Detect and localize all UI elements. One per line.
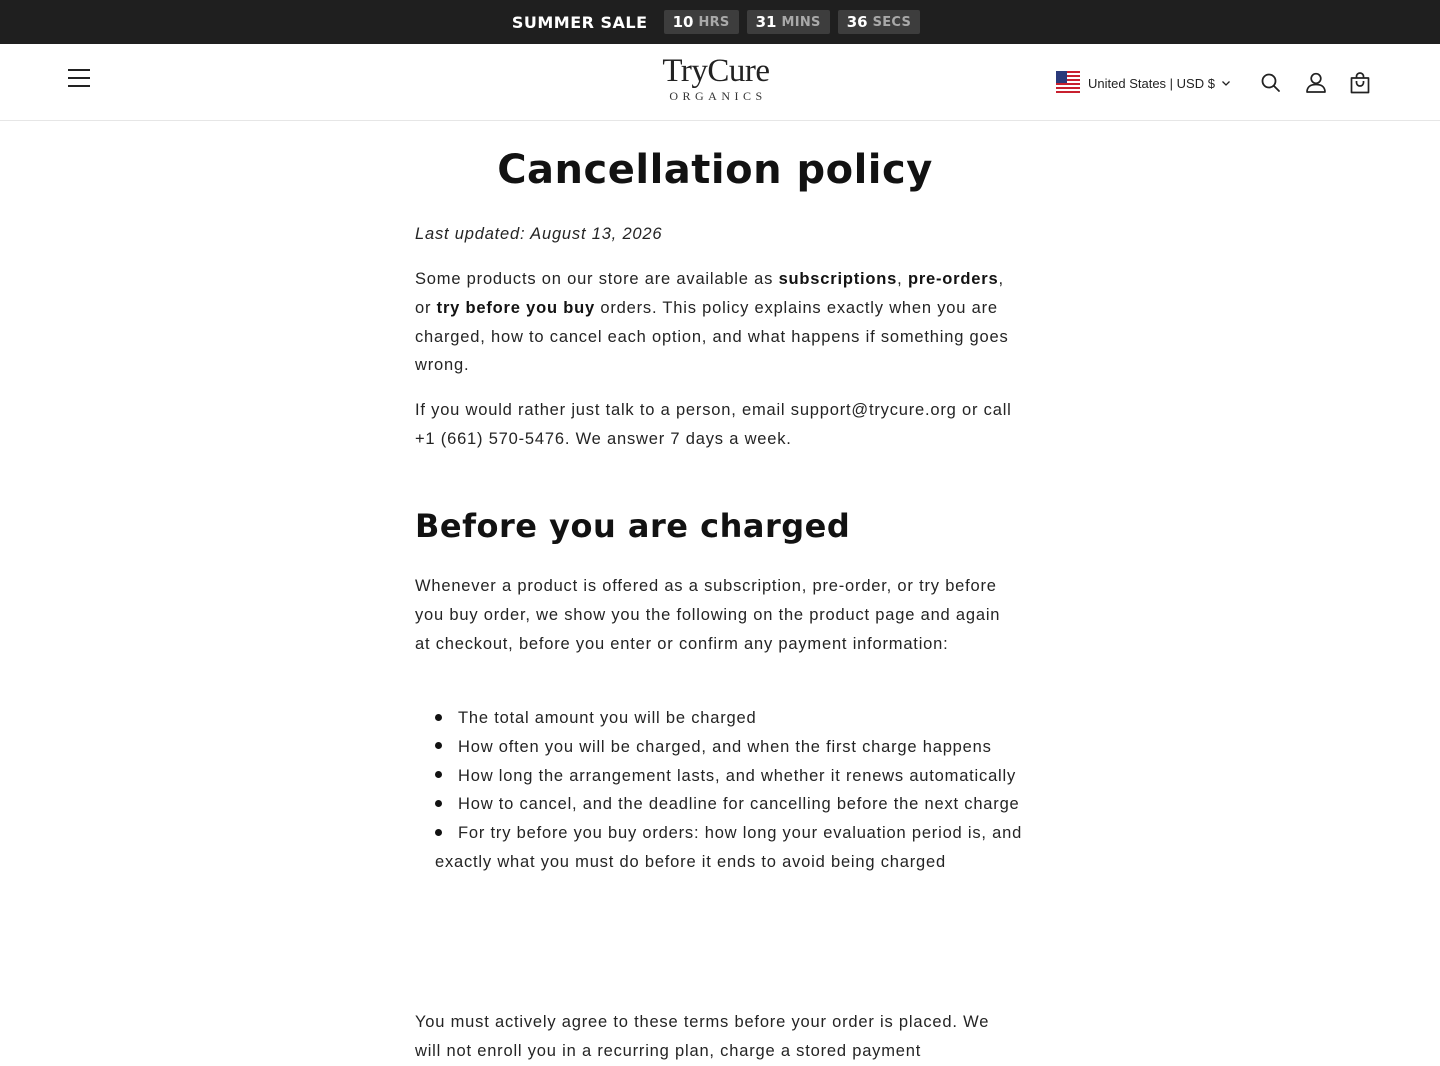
account-icon[interactable] [1303, 70, 1329, 96]
site-header [0, 44, 1440, 121]
closing-paragraph: You must actively agree to these terms before your order is placed. We will not enroll you in a recurring plan, charge a stored payment [415, 1013, 990, 1060]
menu-icon[interactable] [68, 69, 92, 91]
logo-tagline: ORGANICS [669, 89, 767, 103]
timer-hours-unit: HRS [698, 14, 730, 30]
section-paragraph: Whenever a product is offered as a subscription, pre-order, or try before you buy order, we show you the following on the product page and again at checkout, before you enter or confirm any payment information: [415, 577, 1001, 653]
last-updated-date: : August 13, 2026 [520, 225, 663, 243]
disclosure-list [435, 704, 1025, 877]
list-item: The total amount you will be charged [435, 704, 1025, 733]
list-item: How to cancel, and the deadline for cancelling before the next charge [435, 790, 1025, 819]
contact-paragraph: If you would rather just talk to a person, email support@trycure.org or call +1 (661) 570-5476. We answer 7 days a week. [415, 401, 1012, 448]
chevron-down-icon [1221, 78, 1231, 88]
pre-orders-term: pre-orders [907, 270, 999, 288]
sale-label: SUMMER SALE [511, 12, 648, 32]
timer-hours [664, 10, 739, 34]
timer-minutes [747, 10, 830, 34]
logo-wordmark: TryCure [662, 53, 770, 89]
section-heading-before-charged: Before you are charged [415, 507, 851, 545]
timer-minutes-unit: MINS [781, 14, 821, 30]
list-item: How long the arrangement lasts, and whether it renews automatically [435, 762, 1025, 791]
announcement-bar [0, 0, 1440, 44]
try-before-you-buy-term: try before you buy [436, 298, 595, 317]
search-icon[interactable] [1258, 70, 1284, 96]
list-item: How often you will be charged, and when the first charge happens [435, 733, 1025, 762]
timer-seconds [838, 10, 920, 34]
cart-icon[interactable] [1347, 70, 1373, 96]
timer-seconds-unit: SECS [872, 14, 912, 30]
timer-minutes-value: 31 [755, 13, 777, 31]
list-item: For try before you buy orders: how long your evaluation period is, and exactly what you must do before it ends to avoid being charged [435, 824, 1023, 871]
site-logo[interactable] [652, 54, 780, 103]
intro-paragraph: Some products on our store are available as subscriptions, pre-orders, or try before you buy orders. This policy explains exactly when you are charged, how to cancel each option, and what happens if something goes wrong. [415, 270, 1009, 375]
timer-seconds-value: 36 [846, 13, 868, 31]
country-currency-selector[interactable] [1056, 70, 1231, 96]
page-title: Cancellation policy [497, 147, 933, 193]
subscriptions-term: subscriptions [778, 270, 898, 288]
locale-label: United States | USD $ [1088, 75, 1215, 91]
timer-hours-value: 10 [672, 13, 694, 31]
last-updated [415, 220, 1015, 249]
us-flag-icon [1056, 71, 1080, 95]
last-updated-label: Last updated [415, 225, 521, 243]
